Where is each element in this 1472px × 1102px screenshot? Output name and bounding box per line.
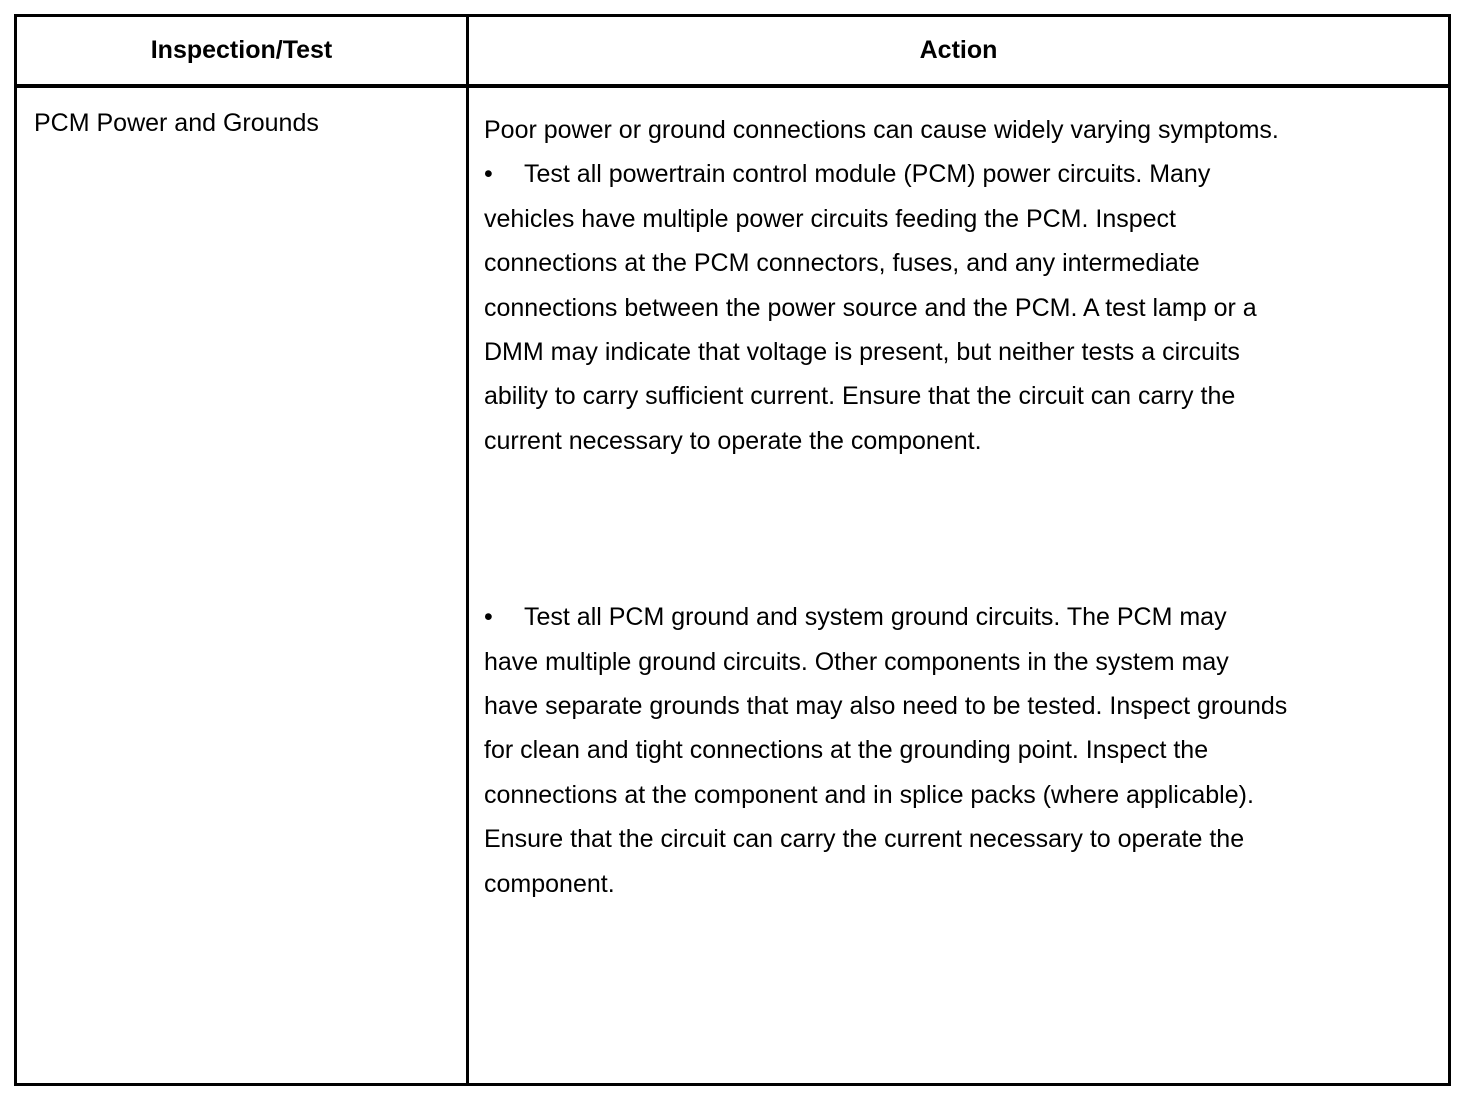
bullet-line <box>484 152 1384 196</box>
spacer <box>484 463 1384 595</box>
inspection-table <box>14 14 1451 1086</box>
paragraph-line: for clean and tight connections at the grounding point. Inspect the <box>484 736 1209 765</box>
bullet-text: Test all powertrain control module (PCM) power circuits. Many <box>524 160 1211 189</box>
action-cell <box>484 108 1384 906</box>
bullet-marker: • <box>484 603 493 632</box>
paragraph-line: have multiple ground circuits. Other components in the system may <box>484 647 1229 676</box>
bullet-ground-circuits <box>484 595 1384 906</box>
inspection-cell: PCM Power and Grounds <box>34 109 319 137</box>
bullet-line <box>484 595 1384 639</box>
paragraph-line: have separate grounds that may also need to be tested. Inspect grounds <box>484 692 1288 721</box>
paragraph-line: connections between the power source and the PCM. A test lamp or a <box>484 293 1257 322</box>
header-inspection-test: Inspection/Test <box>150 36 333 64</box>
bullet-power-circuits <box>484 152 1384 463</box>
paragraph-line: vehicles have multiple power circuits feeding the PCM. Inspect <box>484 204 1176 233</box>
paragraph-line: ability to carry sufficient current. Ensure that the circuit can carry the <box>484 382 1236 411</box>
paragraph-line: DMM may indicate that voltage is present, but neither tests a circuits <box>484 338 1240 367</box>
bullet-text: Test all PCM ground and system ground circuits. The PCM may <box>524 603 1227 632</box>
bullet-marker: • <box>484 160 493 189</box>
header-rule <box>17 84 1448 88</box>
paragraph-line: connections at the component and in splice packs (where applicable). <box>484 780 1254 809</box>
paragraph-line: connections at the PCM connectors, fuses, and any intermediate <box>484 249 1200 278</box>
paragraph-line: component. <box>484 869 615 898</box>
paragraph-line: current necessary to operate the component. <box>484 426 982 455</box>
action-intro: Poor power or ground connections can cause widely varying symptoms. <box>484 116 1279 144</box>
paragraph-line: Ensure that the circuit can carry the current necessary to operate the <box>484 825 1245 854</box>
header-action: Action <box>919 36 998 64</box>
column-divider <box>466 17 469 1083</box>
